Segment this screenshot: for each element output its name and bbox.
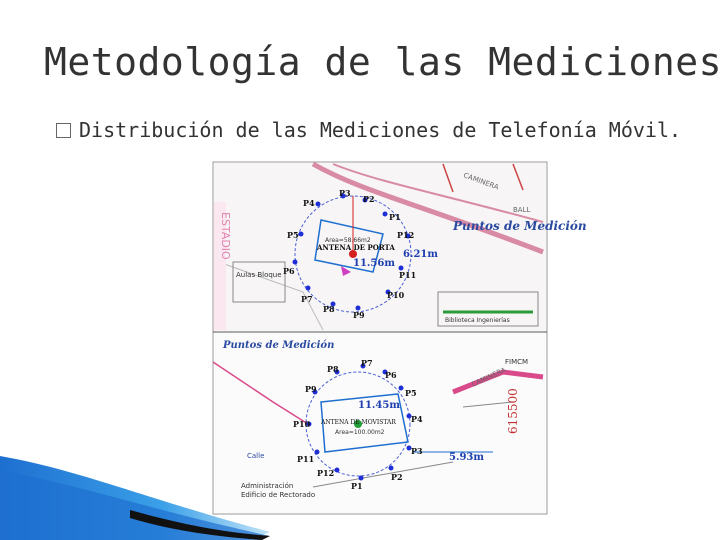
top-road-label: CAMINERA xyxy=(462,171,500,192)
side-number: 615500 xyxy=(506,388,520,434)
decorative-swoosh-icon xyxy=(0,440,300,540)
bottom-point-label: P6 xyxy=(385,370,397,380)
bottom-point-label: P5 xyxy=(405,388,417,398)
bullet-text: Distribución de las Mediciones de Telefonía Móvil. xyxy=(79,118,682,142)
top-point-label: P3 xyxy=(339,188,351,198)
bottom-point-label: P3 xyxy=(411,446,423,456)
top-point-label: P9 xyxy=(353,310,365,320)
top-map xyxy=(213,163,587,331)
top-point-label: P2 xyxy=(363,194,375,204)
bottom-point-label: P7 xyxy=(361,358,373,368)
bullet-box-icon xyxy=(56,123,71,138)
bottom-point-label: P1 xyxy=(351,481,363,491)
building-label-2: Biblioteca Ingenierías xyxy=(445,317,510,324)
top-point-label: P4 xyxy=(303,198,315,208)
bottom-area-label: Area=100.00m2 xyxy=(335,429,385,436)
bottom-point-label: P10 xyxy=(293,419,311,429)
bottom-distance-label: 5.93m xyxy=(449,452,484,463)
bullet-item xyxy=(56,118,681,142)
admin-label-1: Administración xyxy=(241,482,294,490)
bottom-point-label: P12 xyxy=(317,468,335,478)
bottom-point-label: P8 xyxy=(327,364,339,374)
bottom-point-label: P4 xyxy=(411,414,423,424)
top-radius-label: 11.56m xyxy=(353,258,395,269)
bottom-site-label: ANTENA DE MOVISTAR xyxy=(321,419,396,426)
bottom-point-label: P9 xyxy=(305,384,317,394)
top-heading: Puntos de Medición xyxy=(453,219,587,233)
top-point-label: P5 xyxy=(287,230,299,240)
bottom-point-label: P2 xyxy=(391,472,403,482)
bottom-heading: Puntos de Medición xyxy=(223,340,335,351)
slide-title: Metodología de las Mediciones xyxy=(44,40,722,84)
building-label-1: Aulas Bloque xyxy=(236,271,282,279)
bottom-radius-label: 11.45m xyxy=(358,400,400,411)
top-site-label: ANTENA DE PORTA xyxy=(317,243,395,252)
bottom-road-label: CAMINERA xyxy=(470,366,508,389)
admin-label-2: Edificio de Rectorado xyxy=(241,491,316,499)
top-point-label: P10 xyxy=(387,290,405,300)
fimcm-label: FIMCM xyxy=(505,358,529,366)
top-area-label: Area=58.66m2 xyxy=(325,237,371,244)
calle-label: Calle xyxy=(247,452,265,460)
top-distance-label: 6.21m xyxy=(403,249,438,260)
side-text: ESTADIO xyxy=(219,212,232,260)
top-point-label: P11 xyxy=(399,270,417,280)
top-point-label: P12 xyxy=(397,230,415,240)
top-point-label: P7 xyxy=(301,294,313,304)
top-road-label-2: BALL xyxy=(513,206,531,214)
top-point-label: P6 xyxy=(283,266,295,276)
top-point-label: P8 xyxy=(323,304,335,314)
top-point-label: P1 xyxy=(389,212,401,222)
bottom-point-label: P11 xyxy=(297,454,315,464)
